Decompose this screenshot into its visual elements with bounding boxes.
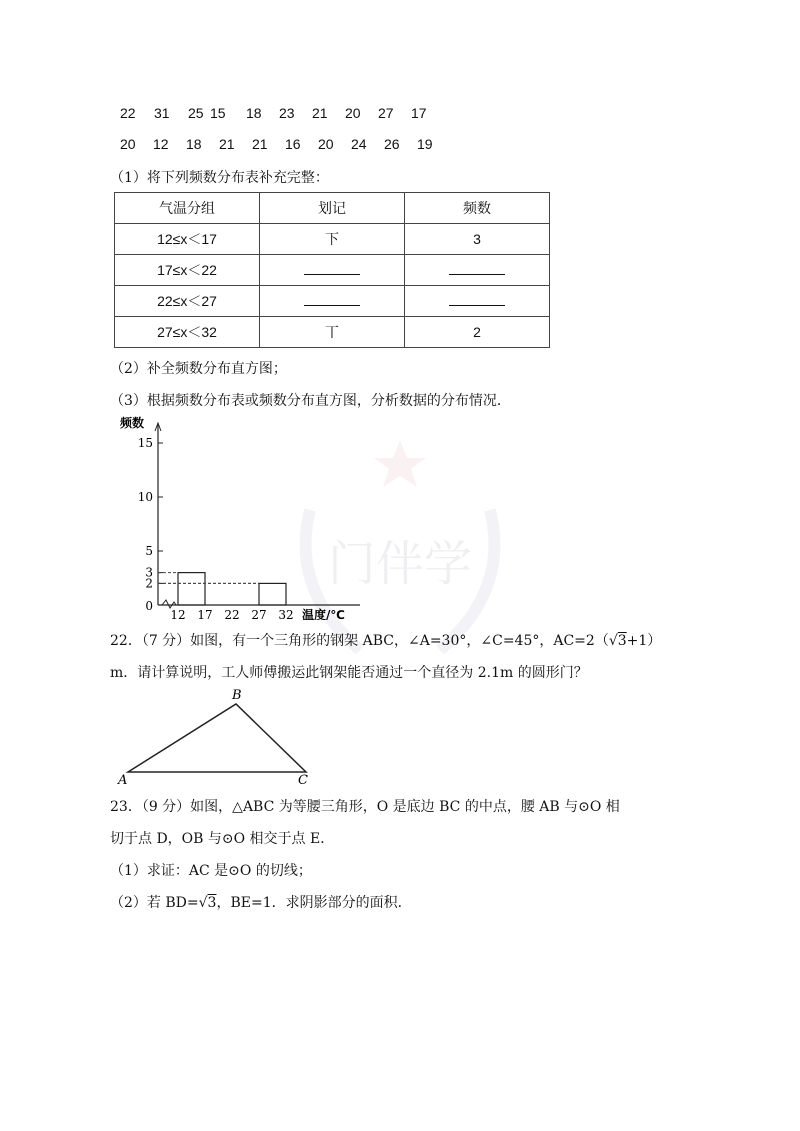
header-tally: 划记 [260, 193, 405, 224]
triangle-figure [110, 688, 330, 788]
x-axis-label: 温度/℃ [302, 608, 345, 620]
watermark-text: 门伴学 [327, 536, 473, 592]
q22-text: 22．（7 分）如图，有一个三角形的钢架 ABC，∠A=30°，∠C=45°，AC=2（ [110, 633, 609, 649]
vertex-label-a: A [118, 773, 128, 788]
question-23-part-1: （1）求证：AC 是⊙O 的切线； [110, 863, 312, 879]
question-22-line-2: m．请计算说明，工人师傅搬运此钢架能否通过一个直径为 2.1m 的圆形门？ [110, 665, 588, 681]
count-blank[interactable] [405, 286, 550, 317]
data-value: 20 [345, 105, 361, 121]
question-21-part-3: （3）根据频数分布表或频数分布直方图，分析数据的分布情况． [110, 393, 511, 409]
frequency-table [114, 192, 550, 348]
q23-part2-tail: ，BE=1．求阴影部分的面积． [216, 895, 412, 911]
q23-part2-text: （2）若 BD= [110, 895, 199, 911]
data-value: 12 [153, 136, 169, 152]
group-cell: 27≤x＜32 [115, 317, 260, 348]
sqrt-radicand: 3 [617, 633, 627, 649]
y-tick-label: 0 [145, 599, 153, 613]
data-value: 19 [417, 136, 433, 152]
group-cell: 17≤x＜22 [115, 255, 260, 286]
question-22-line-1 [110, 630, 661, 650]
table-row [115, 224, 550, 255]
data-value: 27 [378, 105, 394, 121]
question-23-line-2: 切于点 D，OB 与⊙O 相交于点 E． [110, 831, 335, 847]
tally-cell: 下 [260, 224, 405, 255]
sqrt-radicand: 3 [207, 895, 217, 911]
y-tick-label: 2 [145, 576, 153, 591]
question-23-line-1: 23．（9 分）如图，△ABC 为等腰三角形，O 是底边 BC 的中点，腰 AB 与⊙O 相 [110, 799, 620, 815]
question-21-part-2: （2）补全频数分布直方图； [110, 361, 287, 377]
data-value: 17 [411, 105, 427, 121]
q22-text-tail: +1） [626, 633, 662, 649]
triangle-abc [128, 704, 306, 772]
data-value: 24 [351, 136, 367, 152]
data-value: 15 [210, 105, 226, 121]
data-value: 16 [285, 136, 301, 152]
data-value: 21 [219, 136, 235, 152]
vertex-label-b: B [232, 688, 242, 703]
data-row-2 [120, 136, 450, 153]
table-row [115, 286, 550, 317]
histogram-bar [178, 573, 205, 605]
data-value: 22 [120, 105, 136, 121]
x-tick-label: 27 [251, 608, 267, 620]
data-value: 21 [312, 105, 328, 121]
table-row [115, 317, 550, 348]
count-blank[interactable] [405, 255, 550, 286]
data-value: 21 [252, 136, 268, 152]
x-tick-label: 32 [278, 608, 294, 620]
data-value: 18 [246, 105, 262, 121]
x-tick-label: 22 [224, 608, 240, 620]
tally-blank[interactable] [260, 255, 405, 286]
data-value: 20 [318, 136, 334, 152]
data-value: 26 [384, 136, 400, 152]
sqrt-symbol: √ [608, 633, 618, 649]
sqrt-symbol: √ [198, 895, 208, 911]
vertex-label-c: C [298, 773, 308, 788]
data-value: 20 [120, 136, 136, 152]
header-group: 气温分组 [115, 193, 260, 224]
tally-blank[interactable] [260, 286, 405, 317]
count-cell: 3 [405, 224, 550, 255]
count-cell: 2 [405, 317, 550, 348]
y-tick-label: 3 [145, 565, 153, 580]
question-23-part-2 [110, 892, 412, 912]
data-value: 23 [279, 105, 295, 121]
group-cell: 22≤x＜27 [115, 286, 260, 317]
y-axis-label: 频数 [120, 416, 145, 430]
data-value: 25 [188, 105, 204, 121]
x-tick-label: 17 [197, 608, 213, 620]
x-tick-label: 12 [170, 608, 186, 620]
y-tick-label: 15 [137, 436, 153, 450]
tally-cell: 丅 [260, 317, 405, 348]
data-value: 31 [154, 105, 170, 121]
frequency-histogram [110, 415, 370, 620]
y-tick-label: 10 [137, 490, 153, 504]
header-count: 频数 [405, 193, 550, 224]
table-header-row [115, 193, 550, 224]
group-cell: 12≤x＜17 [115, 224, 260, 255]
y-tick-label: 5 [145, 544, 153, 558]
data-row-1 [120, 105, 444, 122]
histogram-bar [259, 583, 286, 605]
data-value: 18 [186, 136, 202, 152]
axis-break [162, 600, 176, 608]
question-21-part-1: （1）将下列频数分布表补充完整： [110, 170, 329, 186]
table-row [115, 255, 550, 286]
